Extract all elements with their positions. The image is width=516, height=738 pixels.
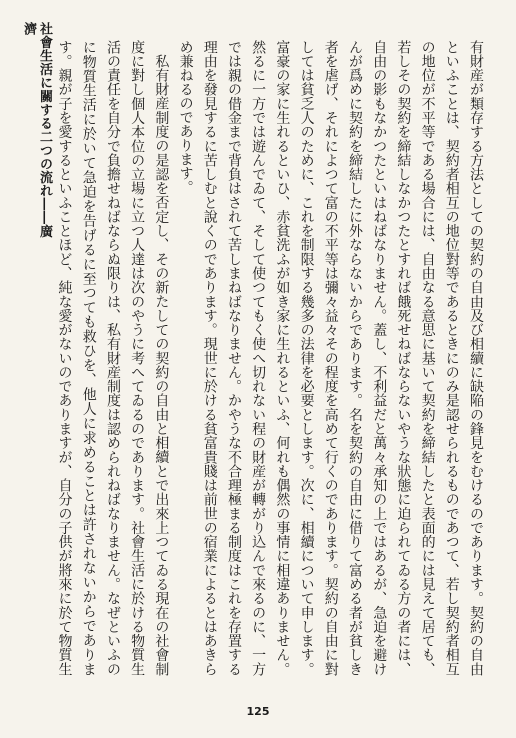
body-text: [48, 40, 488, 676]
paragraph-2: 私有財産制度の是認を否定し、その新たしての契約の自由と相續とで出來上つてゐる現在の社會制度に對し個人本位の立場に立つ人達は次のやうに考へてゐるのであります。社會生活に於ける物質生活の責任を自分で負擔せねばならぬ限りは、私有財産制度は認められねばなりません。なぜといふのに物質生活に於いて急迫を告げるに至つても救ひを、他人に求めることは許されないからであります。親が子を愛するといふことほど、純な愛がないのでありますが、自分の子供が將來に於て物質生: [56, 40, 170, 676]
page-number: 125: [246, 705, 270, 718]
paragraph-1: 有財産が類存する方法としての契約の自由及び相續に缺陥の鋒見をむけるのであります。契約の自由といふことは、契約者相互の地位對等であるときにのみ是認せられるものであつて、若し契約者相互の地位が不平等である場合には、自由なる意思に基いて契約を締結したと表面的には見えて居ても、若しその契約を締結しなかつたとすれば餓死せねばならないやうな狀態に迫られてゐる方の者には、自由の影もなかつたといはねばなりません。蓋し、不利益だと萬々承知の上ではあるが、急迫を避けんが爲めに契約を締結したに外ならないからであります。名を契約の自由に借りて富める者が貧しき者を虐げ、それによつて富の不平等は彌々益々その程度を高めて行くのであります。契約の自由に對しては貧乏人のために、これを制限する幾多の法律を必要とします。次に、相續について申します。富豪の家に生れるといひ、赤貧洗ふが如き家に生れるといふ、何れも偶然の事情に相違ありません。然るに一方では遊んでゐて、そして使つてもく使へ切れない程の財産が轉がり込んで來るのに、一方では親の借金まで背負はされて苦しまねばなりません。かやうな不合理極まる制度はこれを存置する理由を發見するに苦しむと說くのであります。現世に於ける貧富貴賤は前世の宿業によるとはあきらめ兼ねるのであります。: [177, 40, 484, 676]
running-header: 社會生活に關する二つの流れ――廣濟: [21, 22, 52, 238]
